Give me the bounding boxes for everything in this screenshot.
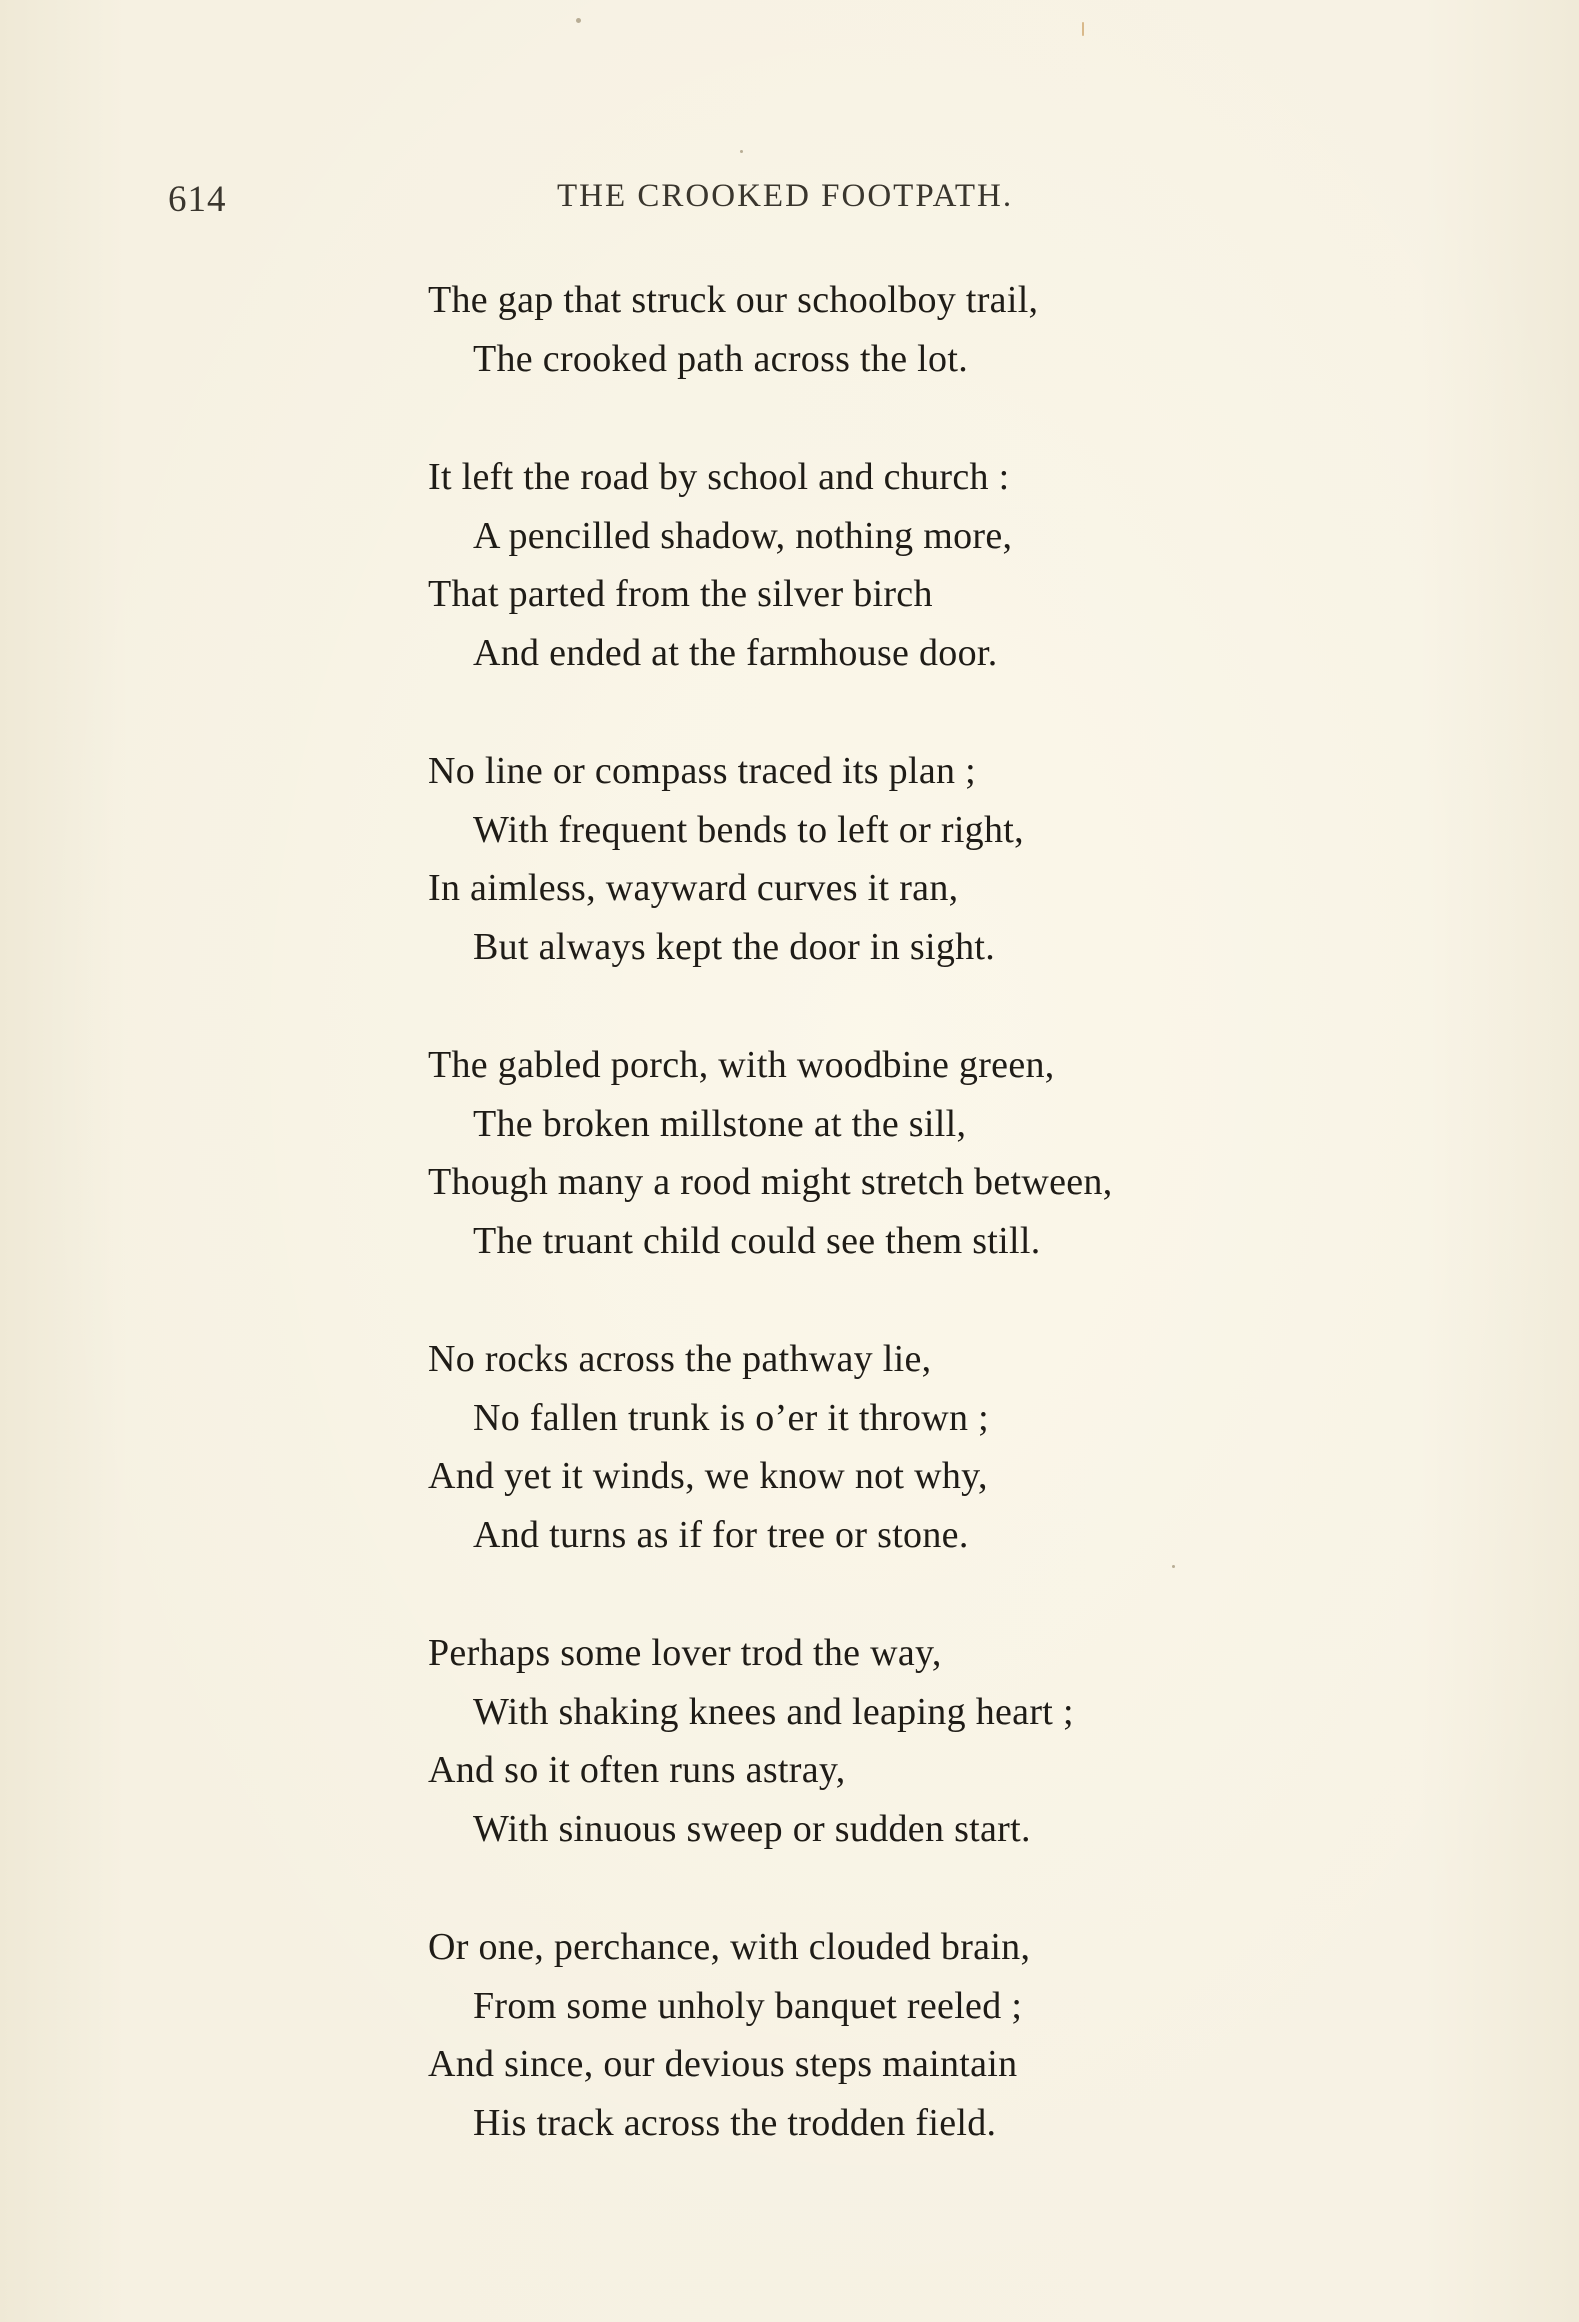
poem-line: But always kept the door in sight. bbox=[473, 925, 996, 968]
page-number: 614 bbox=[168, 179, 227, 220]
stanza bbox=[428, 1918, 1348, 2152]
poem-line: The gap that struck our schoolboy trail, bbox=[428, 279, 1039, 321]
poem-line: Or one, perchance, with clouded brain, bbox=[428, 1926, 1031, 1968]
poem-line: A pencilled shadow, nothing more, bbox=[473, 514, 1013, 557]
paper-speck bbox=[576, 18, 581, 23]
stanza bbox=[428, 1624, 1348, 1858]
poem-line: It left the road by school and church : bbox=[428, 456, 1010, 498]
poem-line: No fallen trunk is o’er it thrown ; bbox=[473, 1396, 990, 1439]
poem-line: With shaking knees and leaping heart ; bbox=[473, 1690, 1074, 1733]
stanza bbox=[428, 1036, 1348, 1270]
poem-line: The crooked path across the lot. bbox=[473, 337, 968, 380]
poem-line: In aimless, wayward curves it ran, bbox=[428, 867, 959, 909]
paper-speck bbox=[740, 150, 743, 153]
poem-line: The truant child could see them still. bbox=[473, 1219, 1041, 1262]
poem-line: And since, our devious steps maintain bbox=[428, 2043, 1018, 2085]
poem-line: With frequent bends to left or right, bbox=[473, 808, 1024, 851]
paper-speck bbox=[1082, 22, 1084, 36]
stanza bbox=[428, 1330, 1348, 1564]
poem-line: And yet it winds, we know not why, bbox=[428, 1455, 988, 1497]
stanza bbox=[428, 271, 1348, 388]
poem-line: The broken millstone at the sill, bbox=[473, 1102, 967, 1145]
poem-line: From some unholy banquet reeled ; bbox=[473, 1984, 1023, 2027]
poem-line: No line or compass traced its plan ; bbox=[428, 750, 976, 792]
poem-line: Perhaps some lover trod the way, bbox=[428, 1632, 942, 1674]
stanza bbox=[428, 742, 1348, 976]
poem-line: That parted from the silver birch bbox=[428, 573, 933, 615]
poem-line: And so it often runs astray, bbox=[428, 1749, 846, 1791]
poem-line: And ended at the farmhouse door. bbox=[473, 631, 998, 674]
stanza bbox=[428, 448, 1348, 682]
poem-line: His track across the trodden field. bbox=[473, 2101, 997, 2144]
running-header bbox=[0, 178, 1579, 228]
poem-line: And turns as if for tree or stone. bbox=[473, 1513, 969, 1556]
poem-line: Though many a rood might stretch between, bbox=[428, 1161, 1113, 1203]
poem-line: The gabled porch, with woodbine green, bbox=[428, 1044, 1055, 1086]
running-title: THE CROOKED FOOTPATH. bbox=[557, 178, 1014, 214]
poem-body bbox=[428, 271, 1348, 2212]
poem-line: With sinuous sweep or sudden start. bbox=[473, 1807, 1031, 1850]
poem-line: No rocks across the pathway lie, bbox=[428, 1338, 932, 1380]
